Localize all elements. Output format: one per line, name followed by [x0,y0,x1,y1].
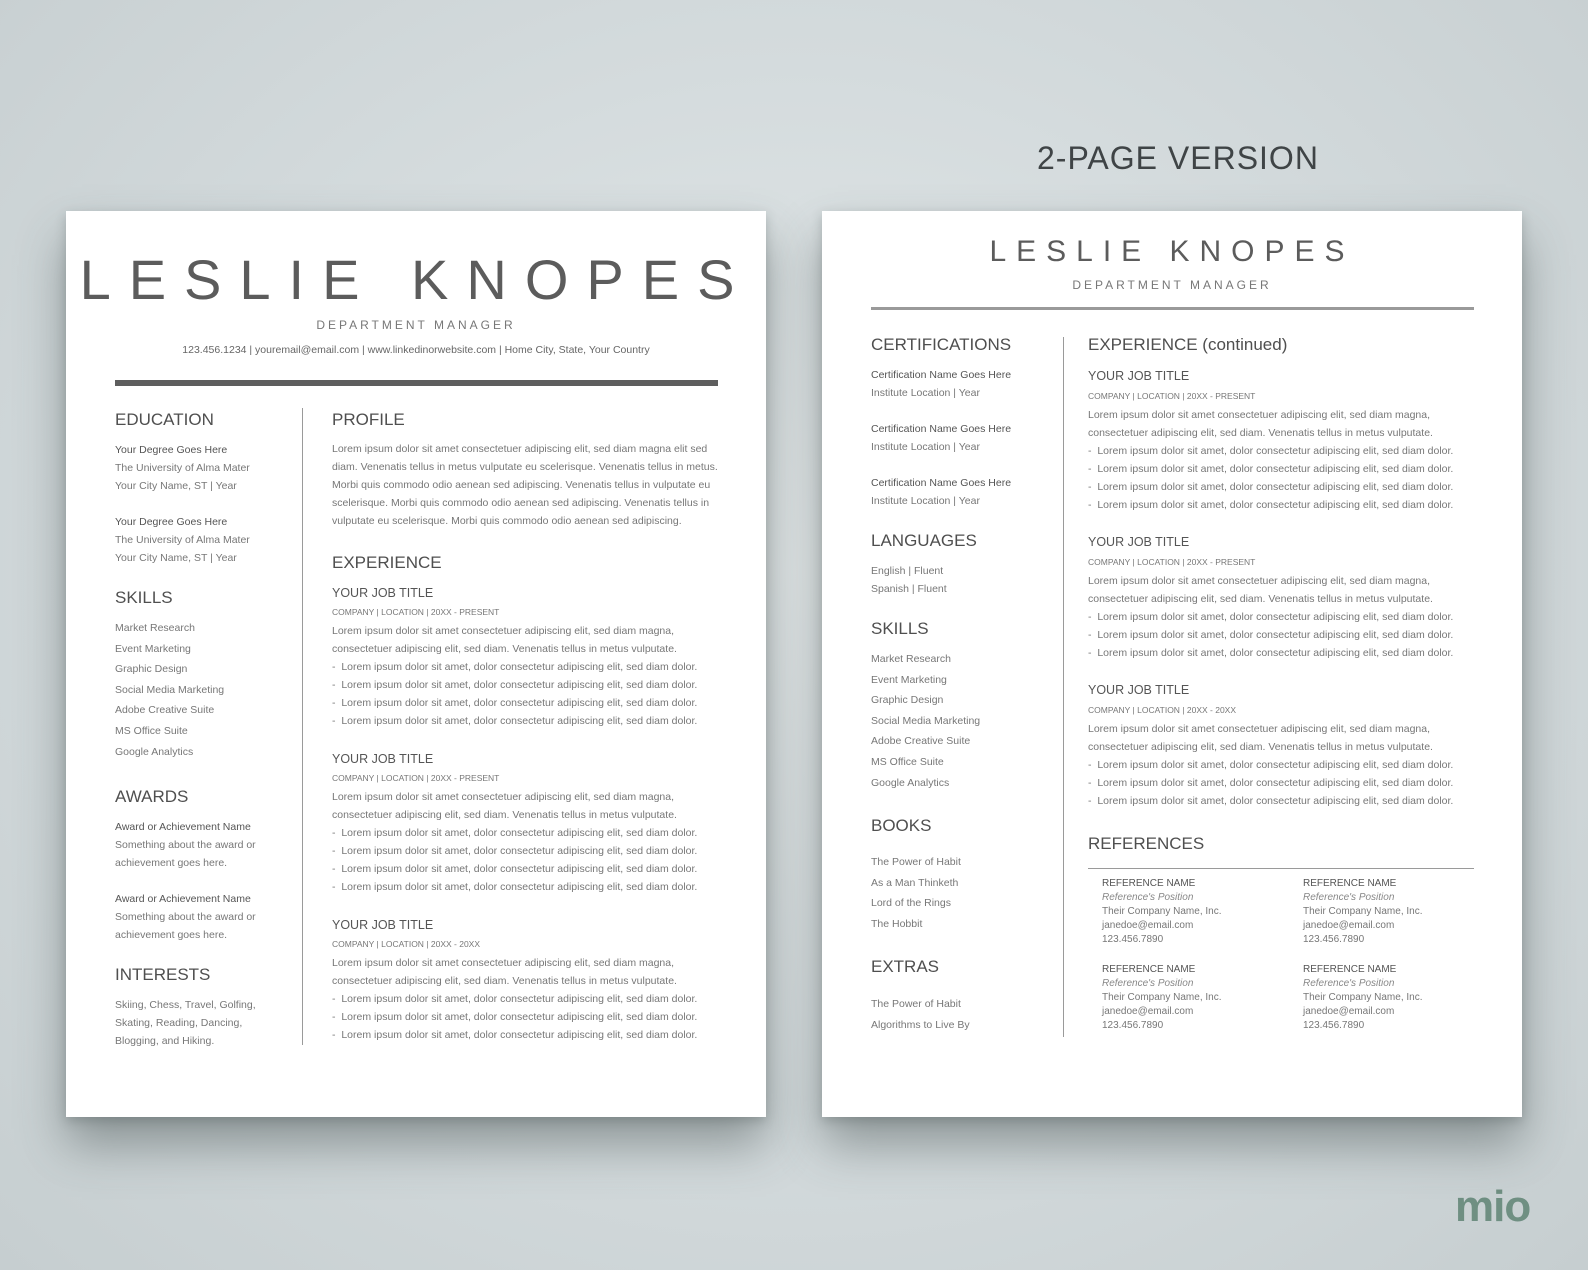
job-summary: Lorem ipsum dolor sit amet consectetuer adipiscing elit, sed diam magna, [1088,409,1430,421]
job-summary: Lorem ipsum dolor sit amet consectetuer adipiscing elit, sed diam magna, [332,625,674,637]
certification-name: Certification Name Goes Here [871,423,1012,435]
book-item: As a Man Thinketh [871,877,959,889]
book-item: The Power of Habit [871,856,961,868]
job-bullet: - Lorem ipsum dolor sit amet, dolor consectetur adipiscing elit, sed diam dolor. [332,863,698,875]
job-bullet: - Lorem ipsum dolor sit amet, dolor consectetur adipiscing elit, sed diam dolor. [332,697,698,709]
interests-text: Blogging, and Hiking. [115,1035,215,1047]
job-bullet: - Lorem ipsum dolor sit amet, dolor consectetur adipiscing elit, sed diam dolor. [332,679,698,691]
job-bullet: - Lorem ipsum dolor sit amet, dolor consectetur adipiscing elit, sed diam dolor. [332,1029,698,1041]
reference-phone: 123.456.7890 [1303,934,1365,945]
job-bullet: - Lorem ipsum dolor sit amet, dolor consectetur adipiscing elit, sed diam dolor. [1088,759,1454,771]
job-summary: Lorem ipsum dolor sit amet consectetuer adipiscing elit, sed diam magna, [332,791,674,803]
skill-item: Event Marketing [871,674,947,686]
job-bullet: - Lorem ipsum dolor sit amet, dolor consectetur adipiscing elit, sed diam dolor. [332,881,698,893]
job-bullet: - Lorem ipsum dolor sit amet, dolor consectetur adipiscing elit, sed diam dolor. [1088,777,1454,789]
reference-name: REFERENCE NAME [1102,964,1196,975]
reference-name: REFERENCE NAME [1102,878,1196,889]
awards-heading: AWARDS [115,787,189,806]
certification-name: Certification Name Goes Here [871,369,1012,381]
award-description: Something about the award or [115,911,256,923]
reference-phone: 123.456.7890 [1303,1020,1365,1031]
certification-detail: Institute Location | Year [871,387,980,399]
book-item: The Hobbit [871,918,923,930]
job-bullet: - Lorem ipsum dolor sit amet, dolor consectetur adipiscing elit, sed diam dolor. [332,827,698,839]
job-meta: COMPANY | LOCATION | 20XX - PRESENT [332,773,500,783]
reference-phone: 123.456.7890 [1102,1020,1164,1031]
job-meta: COMPANY | LOCATION | 20XX - 20XX [332,939,481,949]
languages-heading: LANGUAGES [871,531,977,550]
school: The University of Alma Mater [115,462,250,474]
job-title: YOUR JOB TITLE [1088,369,1190,383]
job-bullet: - Lorem ipsum dolor sit amet, dolor consectetur adipiscing elit, sed diam dolor. [1088,445,1454,457]
certification-detail: Institute Location | Year [871,441,980,453]
job-bullet: - Lorem ipsum dolor sit amet, dolor consectetur adipiscing elit, sed diam dolor. [332,993,698,1005]
job-bullet: - Lorem ipsum dolor sit amet, dolor consectetur adipiscing elit, sed diam dolor. [332,661,698,673]
skill-item: Market Research [115,622,195,634]
job-meta: COMPANY | LOCATION | 20XX - PRESENT [1088,557,1256,567]
reference-email: janedoe@email.com [1102,1006,1194,1017]
interests-heading: INTERESTS [115,965,211,984]
job-title: YOUR JOB TITLE [332,586,434,600]
school-location: Your City Name, ST | Year [115,552,237,564]
reference-phone: 123.456.7890 [1102,934,1164,945]
reference-email: janedoe@email.com [1102,920,1194,931]
version-heading: 2-PAGE VERSION [1037,140,1319,176]
degree: Your Degree Goes Here [115,444,228,456]
language-item: Spanish | Fluent [871,583,947,595]
experience-heading: EXPERIENCE (continued) [1088,335,1288,354]
certification-detail: Institute Location | Year [871,495,980,507]
brand-logo: mio [1455,1182,1531,1231]
skill-item: Social Media Marketing [871,715,981,727]
header-divider [115,380,718,386]
reference-company: Their Company Name, Inc. [1303,906,1423,917]
interests-text: Skating, Reading, Dancing, [115,1017,243,1029]
profile-text: Lorem ipsum dolor sit amet consectetuer adipiscing elit, sed diam magna elit sed diam. Venenatis tellus in metus vulputate eu scelerisque. Venenatis tellus in metus. Morbi quis commodo odio aenean sed adipiscing. Venenatis tellus in vulputate eu scelerisque. Morbi quis commodo odio aenean sed adipiscing. Venenatis tellus in vulputate eu scelerisque. Morbi quis commodo odio aenean sed adipiscing. [332,443,718,527]
job-title: YOUR JOB TITLE [332,752,434,766]
job-summary: consectetuer adipiscing elit, sed diam. Venenatis tellus in metus vulputate. [332,643,677,655]
extra-item: The Power of Habit [871,998,961,1010]
profile-heading: PROFILE [332,410,405,429]
skills-heading: SKILLS [871,619,929,638]
award-description: achievement goes here. [115,929,228,941]
job-bullet: - Lorem ipsum dolor sit amet, dolor consectetur adipiscing elit, sed diam dolor. [1088,611,1454,623]
reference-position: Reference's Position [1102,892,1194,903]
reference-company: Their Company Name, Inc. [1102,992,1222,1003]
skill-item: Market Research [871,653,951,665]
skills-heading: SKILLS [115,588,173,607]
job-summary: Lorem ipsum dolor sit amet consectetuer adipiscing elit, sed diam magna, [332,957,674,969]
job-summary: Lorem ipsum dolor sit amet consectetuer adipiscing elit, sed diam magna, [1088,575,1430,587]
job-title: YOUR JOB TITLE [332,918,434,932]
award-name: Award or Achievement Name [115,821,251,833]
award-description: Something about the award or [115,839,256,851]
contact-line: 123.456.1234 | youremail@email.com | www.linkedinorwebsite.com | Home City, State, Your Country [182,344,650,356]
job-meta: COMPANY | LOCATION | 20XX - PRESENT [1088,391,1256,401]
job-bullet: - Lorem ipsum dolor sit amet, dolor consectetur adipiscing elit, sed diam dolor. [332,1011,698,1023]
resume-page-2 [822,211,1522,1117]
interests-text: Skiing, Chess, Travel, Golfing, [115,999,256,1011]
award-description: achievement goes here. [115,857,228,869]
resume-name: LESLIE KNOPES [79,248,753,311]
job-bullet: - Lorem ipsum dolor sit amet, dolor consectetur adipiscing elit, sed diam dolor. [1088,499,1454,511]
job-bullet: - Lorem ipsum dolor sit amet, dolor consectetur adipiscing elit, sed diam dolor. [1088,463,1454,475]
certification-name: Certification Name Goes Here [871,477,1012,489]
resume-job-title: DEPARTMENT MANAGER [316,318,516,332]
book-item: Lord of the Rings [871,897,951,909]
extra-item: Algorithms to Live By [871,1019,970,1031]
extras-heading: EXTRAS [871,957,940,976]
reference-company: Their Company Name, Inc. [1102,906,1222,917]
job-summary: consectetuer adipiscing elit, sed diam. Venenatis tellus in metus vulputate. [1088,741,1433,753]
school: The University of Alma Mater [115,534,250,546]
job-bullet: - Lorem ipsum dolor sit amet, dolor consectetur adipiscing elit, sed diam dolor. [1088,629,1454,641]
resume-name: LESLIE KNOPES [989,235,1355,268]
experience-heading: EXPERIENCE [332,553,442,572]
job-summary: Lorem ipsum dolor sit amet consectetuer adipiscing elit, sed diam magna, [1088,723,1430,735]
references-divider [1088,868,1474,869]
reference-email: janedoe@email.com [1303,1006,1395,1017]
reference-name: REFERENCE NAME [1303,964,1397,975]
skill-item: Graphic Design [115,663,188,675]
job-summary: consectetuer adipiscing elit, sed diam. Venenatis tellus in metus vulputate. [1088,593,1433,605]
language-item: English | Fluent [871,565,944,577]
reference-position: Reference's Position [1102,978,1194,989]
job-meta: COMPANY | LOCATION | 20XX - PRESENT [332,607,500,617]
reference-position: Reference's Position [1303,978,1395,989]
skill-item: Event Marketing [115,643,191,655]
column-divider [302,408,303,1045]
job-bullet: - Lorem ipsum dolor sit amet, dolor consectetur adipiscing elit, sed diam dolor. [1088,795,1454,807]
education-heading: EDUCATION [115,410,214,429]
reference-position: Reference's Position [1303,892,1395,903]
skill-item: Graphic Design [871,694,944,706]
skill-item: Adobe Creative Suite [115,704,215,716]
job-bullet: - Lorem ipsum dolor sit amet, dolor consectetur adipiscing elit, sed diam dolor. [1088,481,1454,493]
degree: Your Degree Goes Here [115,516,228,528]
skill-item: Adobe Creative Suite [871,735,971,747]
job-bullet: - Lorem ipsum dolor sit amet, dolor consectetur adipiscing elit, sed diam dolor. [1088,647,1454,659]
skill-item: Google Analytics [871,777,950,789]
resume-page-1 [66,211,766,1117]
reference-company: Their Company Name, Inc. [1303,992,1423,1003]
job-summary: consectetuer adipiscing elit, sed diam. Venenatis tellus in metus vulputate. [332,975,677,987]
certifications-heading: CERTIFICATIONS [871,335,1012,354]
award-name: Award or Achievement Name [115,893,251,905]
reference-name: REFERENCE NAME [1303,878,1397,889]
references-heading: REFERENCES [1088,834,1205,853]
job-meta: COMPANY | LOCATION | 20XX - 20XX [1088,705,1237,715]
job-summary: consectetuer adipiscing elit, sed diam. Venenatis tellus in metus vulputate. [332,809,677,821]
job-title: YOUR JOB TITLE [1088,683,1190,697]
skill-item: MS Office Suite [115,725,188,737]
skill-item: Google Analytics [115,746,194,758]
skill-item: MS Office Suite [871,756,944,768]
job-bullet: - Lorem ipsum dolor sit amet, dolor consectetur adipiscing elit, sed diam dolor. [332,845,698,857]
books-heading: BOOKS [871,816,932,835]
resume-job-title: DEPARTMENT MANAGER [1072,278,1272,292]
header-divider [871,307,1474,310]
job-summary: consectetuer adipiscing elit, sed diam. Venenatis tellus in metus vulputate. [1088,427,1433,439]
job-bullet: - Lorem ipsum dolor sit amet, dolor consectetur adipiscing elit, sed diam dolor. [332,715,698,727]
school-location: Your City Name, ST | Year [115,480,237,492]
column-divider [1063,337,1064,1037]
skill-item: Social Media Marketing [115,684,225,696]
reference-email: janedoe@email.com [1303,920,1395,931]
job-title: YOUR JOB TITLE [1088,535,1190,549]
